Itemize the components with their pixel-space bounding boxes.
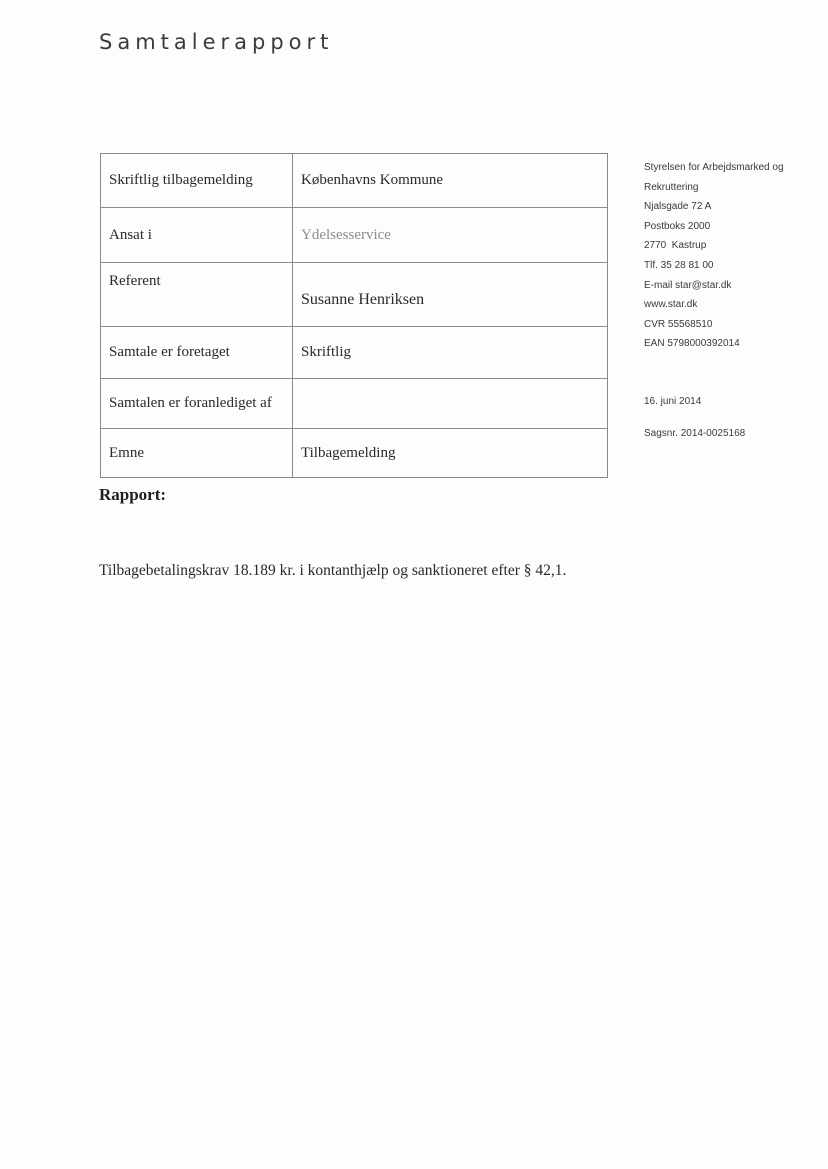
document-date: 16. juni 2014 [644,396,702,407]
sender-line: CVR 55568510 [644,318,713,330]
row-label: Samtale er foretaget [101,327,293,379]
row-value: Tilbagemelding [293,429,608,478]
table-row [101,379,608,429]
row-value [293,379,608,429]
report-heading: Rapport: [99,485,167,504]
row-value: Ydelsesservice [293,208,608,263]
sender-line: Njalsgade 72 A [644,201,712,213]
case-number: Sagsnr. 2014-0025168 [644,428,746,439]
sender-line: Postboks 2000 [644,220,711,232]
sender-website: www.star.dk [644,299,698,311]
row-label: Skriftlig tilbagemelding [101,154,293,208]
table-row [101,263,608,327]
sender-line: Styrelsen for Arbejdsmarked og [644,162,784,173]
row-value: Susanne Henriksen [293,263,608,327]
row-label: Referent [101,263,293,327]
sender-email: E-mail star@star.dk [644,279,732,291]
table-row [101,327,608,379]
row-label: Samtalen er foranlediget af [101,379,293,429]
table-row [101,208,608,263]
sender-line: Tlf. 35 28 81 00 [644,259,714,271]
page-title: Samtalerapport [99,30,334,54]
sender-address-block [644,158,824,354]
sender-line: EAN 5798000392014 [644,338,740,350]
row-value: Københavns Kommune [293,154,608,208]
table-row [101,429,608,478]
report-body: Tilbagebetalingskrav 18.189 kr. i kontanthjælp og sanktioneret efter § 42,1. [99,562,567,579]
sender-line: Rekruttering [644,181,699,193]
sender-line: 2770 Kastrup [644,240,707,252]
row-value: Skriftlig [293,327,608,379]
conversation-info-table [100,153,608,478]
row-label: Emne [101,429,293,478]
table-row [101,154,608,208]
row-label: Ansat i [101,208,293,263]
